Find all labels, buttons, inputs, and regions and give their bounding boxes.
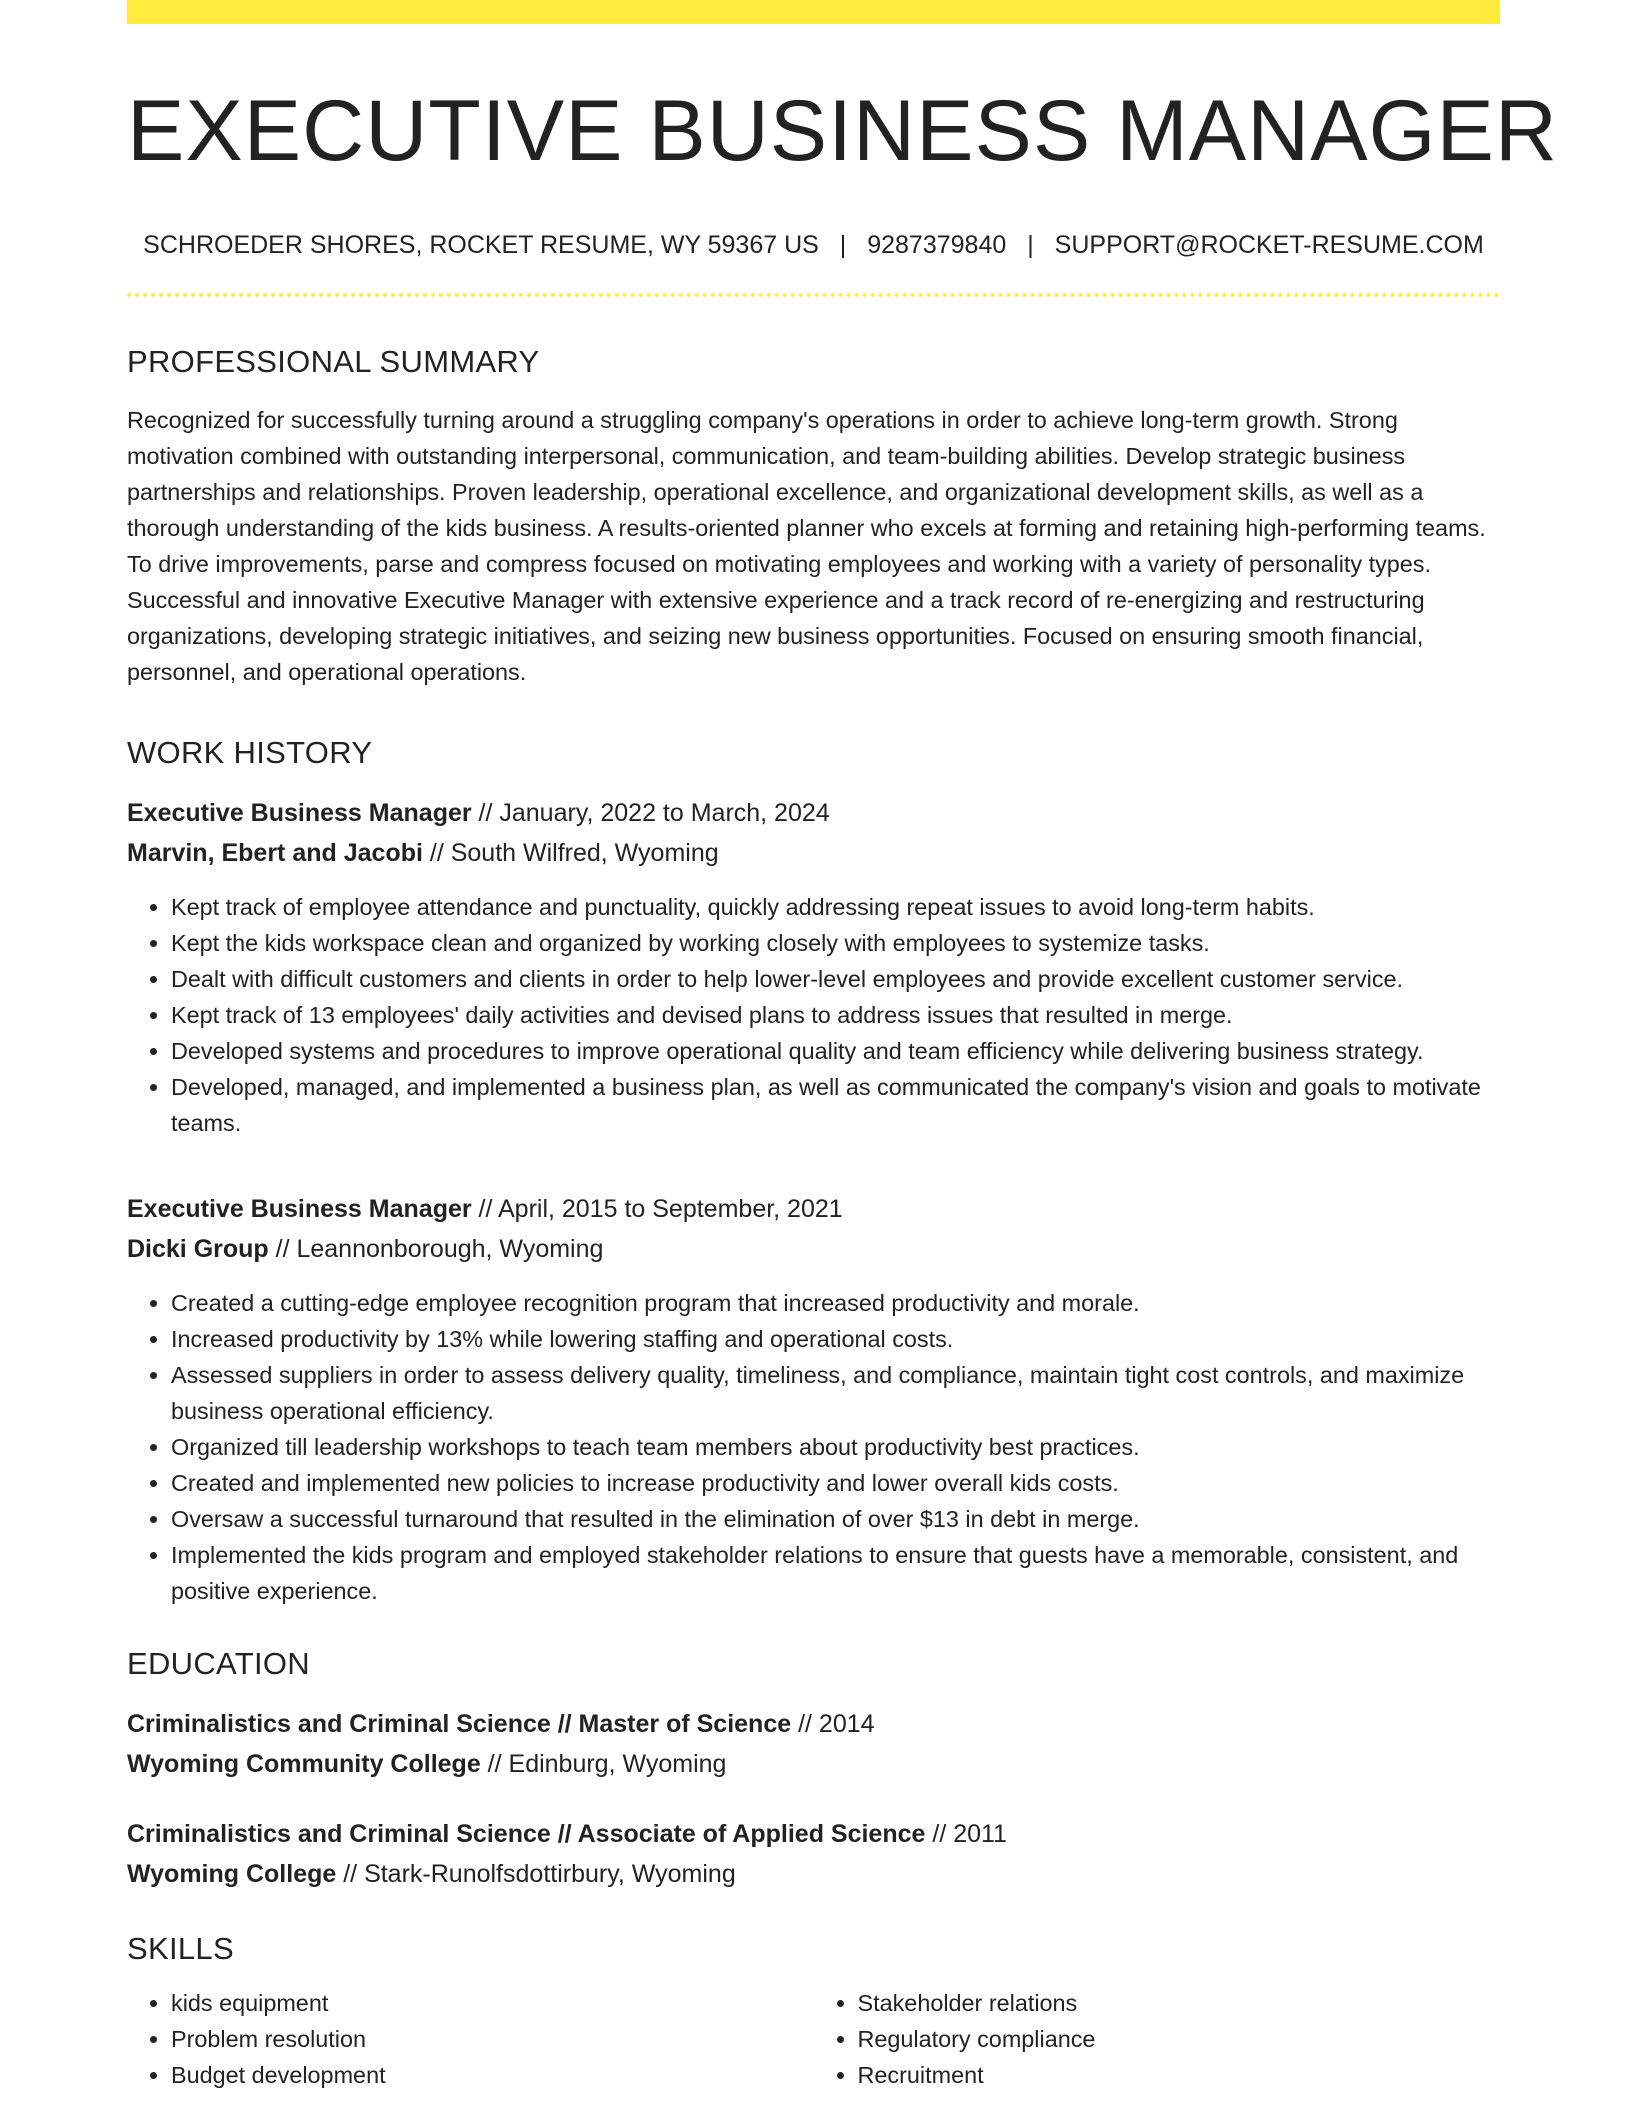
contact-address: SCHROEDER SHORES, ROCKET RESUME, WY 59367 US [143, 230, 819, 259]
job-bullets [127, 889, 1500, 1141]
list-item: • Implemented the kids program and employed stakeholder relations to ensure that guests have a memorable, consistent, and positive experience. [171, 1537, 1500, 1609]
skill-item: • kids equipment [171, 1985, 814, 2021]
list-item: • Developed, managed, and implemented a business plan, as well as communicated the company's vision and goals to motivate teams. [171, 1069, 1500, 1141]
skills-heading: SKILLS [127, 1931, 234, 1967]
summary-heading: PROFESSIONAL SUMMARY [127, 343, 540, 379]
contact-phone: 9287379840 [867, 230, 1007, 259]
list-item: • Kept track of employee attendance and punctuality, quickly addressing repeat issues to avoid long-term habits. [171, 889, 1500, 925]
list-item: • Developed systems and procedures to improve operational quality and team efficiency while delivering business strategy. [171, 1033, 1500, 1069]
job-bullets [127, 1285, 1500, 1609]
list-item: • Created a cutting-edge employee recognition program that increased productivity and morale. [171, 1285, 1500, 1321]
job-location: // Leannonborough, Wyoming [268, 1234, 604, 1263]
skill-item: • Problem resolution [171, 2021, 814, 2057]
degree-line [127, 1814, 1500, 1854]
job-company: Marvin, Ebert and Jacobi [127, 838, 423, 867]
degree: Criminalistics and Criminal Science // Associate of Applied Science [127, 1820, 926, 1849]
job-role: Executive Business Manager [127, 798, 472, 827]
job-company-line [127, 833, 1500, 873]
skill-item: • Budget development [171, 2057, 814, 2093]
job-company-line [127, 1229, 1500, 1269]
job-location: // South Wilfred, Wyoming [422, 838, 719, 867]
skill-item: • Regulatory compliance [858, 2021, 1501, 2057]
job-entry [127, 1189, 1500, 1609]
top-accent-bar [127, 0, 1500, 24]
list-item: • Organized till leadership workshops to teach team members about productivity best practices. [171, 1429, 1500, 1465]
contact-separator: | [839, 230, 847, 259]
list-item: • Oversaw a successful turnaround that resulted in the elimination of over $13 in debt in merge. [171, 1501, 1500, 1537]
degree-year: // 2011 [925, 1820, 1007, 1849]
skills-column-left [127, 1985, 814, 2093]
school: Wyoming Community College [127, 1750, 481, 1779]
list-item: • Created and implemented new policies to increase productivity and lower overall kids costs. [171, 1465, 1500, 1501]
resume-page [127, 0, 1558, 2093]
education-entry [127, 1814, 1500, 1894]
contact-email: SUPPORT@ROCKET-RESUME.COM [1054, 230, 1484, 259]
school-location: // Edinburg, Wyoming [480, 1750, 727, 1779]
list-item: • Dealt with difficult customers and clients in order to help lower-level employees and provide excellent customer service. [171, 961, 1500, 997]
skill-item: • Stakeholder relations [858, 1985, 1501, 2021]
education-heading: EDUCATION [127, 1645, 310, 1681]
dotted-divider [127, 293, 1500, 297]
degree-year: // 2014 [791, 1710, 875, 1739]
skills-grid [127, 1985, 1500, 2093]
list-item: • Kept track of 13 employees' daily activities and devised plans to address issues that resulted in merge. [171, 997, 1500, 1033]
summary-text: Recognized for successfully turning around a struggling company's operations in order to achieve long-term growth. Strong motivation combined with outstanding interpersonal, communication, and team-building abilities. Develop strategic business partnerships and relationships. Proven leadership, operational excellence, and organizational development skills, as well as a thorough understanding of the kids business. A results-oriented planner who excels at forming and retaining high-performing teams. To drive improvements, parse and compress focused on motivating employees and working with a variety of personality types. Successful and innovative Executive Manager with extensive experience and a track record of re-energizing and restructuring organizations, developing strategic initiatives, and seizing new business opportunities. Focused on ensuring smooth financial, personnel, and operational operations. [127, 406, 1486, 685]
job-role: Executive Business Manager [127, 1194, 472, 1223]
job-dates: // April, 2015 to September, 2021 [471, 1194, 843, 1223]
degree-line [127, 1704, 1500, 1744]
skill-item: • Recruitment [858, 2057, 1501, 2093]
list-item: • Kept the kids workspace clean and organized by working closely with employees to systemize tasks. [171, 925, 1500, 961]
skills-column-right [814, 1985, 1501, 2093]
school: Wyoming College [127, 1860, 337, 1889]
list-item: • Assessed suppliers in order to assess delivery quality, timeliness, and compliance, maintain tight cost controls, and maximize business operational efficiency. [171, 1357, 1500, 1429]
school-line [127, 1854, 1500, 1894]
job-role-line [127, 793, 1500, 833]
job-company: Dicki Group [127, 1234, 269, 1263]
job-entry [127, 793, 1500, 1141]
degree: Criminalistics and Criminal Science // Master of Science [127, 1710, 792, 1739]
school-line [127, 1744, 1500, 1784]
school-location: // Stark-Runolfsdottirbury, Wyoming [336, 1860, 736, 1889]
candidate-title: EXECUTIVE BUSINESS MANAGER [127, 83, 1558, 179]
list-item: • Increased productivity by 13% while lowering staffing and operational costs. [171, 1321, 1500, 1357]
contact-line [127, 231, 1500, 260]
education-entry [127, 1704, 1500, 1784]
contact-separator: | [1027, 230, 1034, 259]
job-role-line [127, 1189, 1500, 1229]
work-history-heading: WORK HISTORY [127, 734, 373, 770]
job-dates: // January, 2022 to March, 2024 [471, 798, 830, 827]
